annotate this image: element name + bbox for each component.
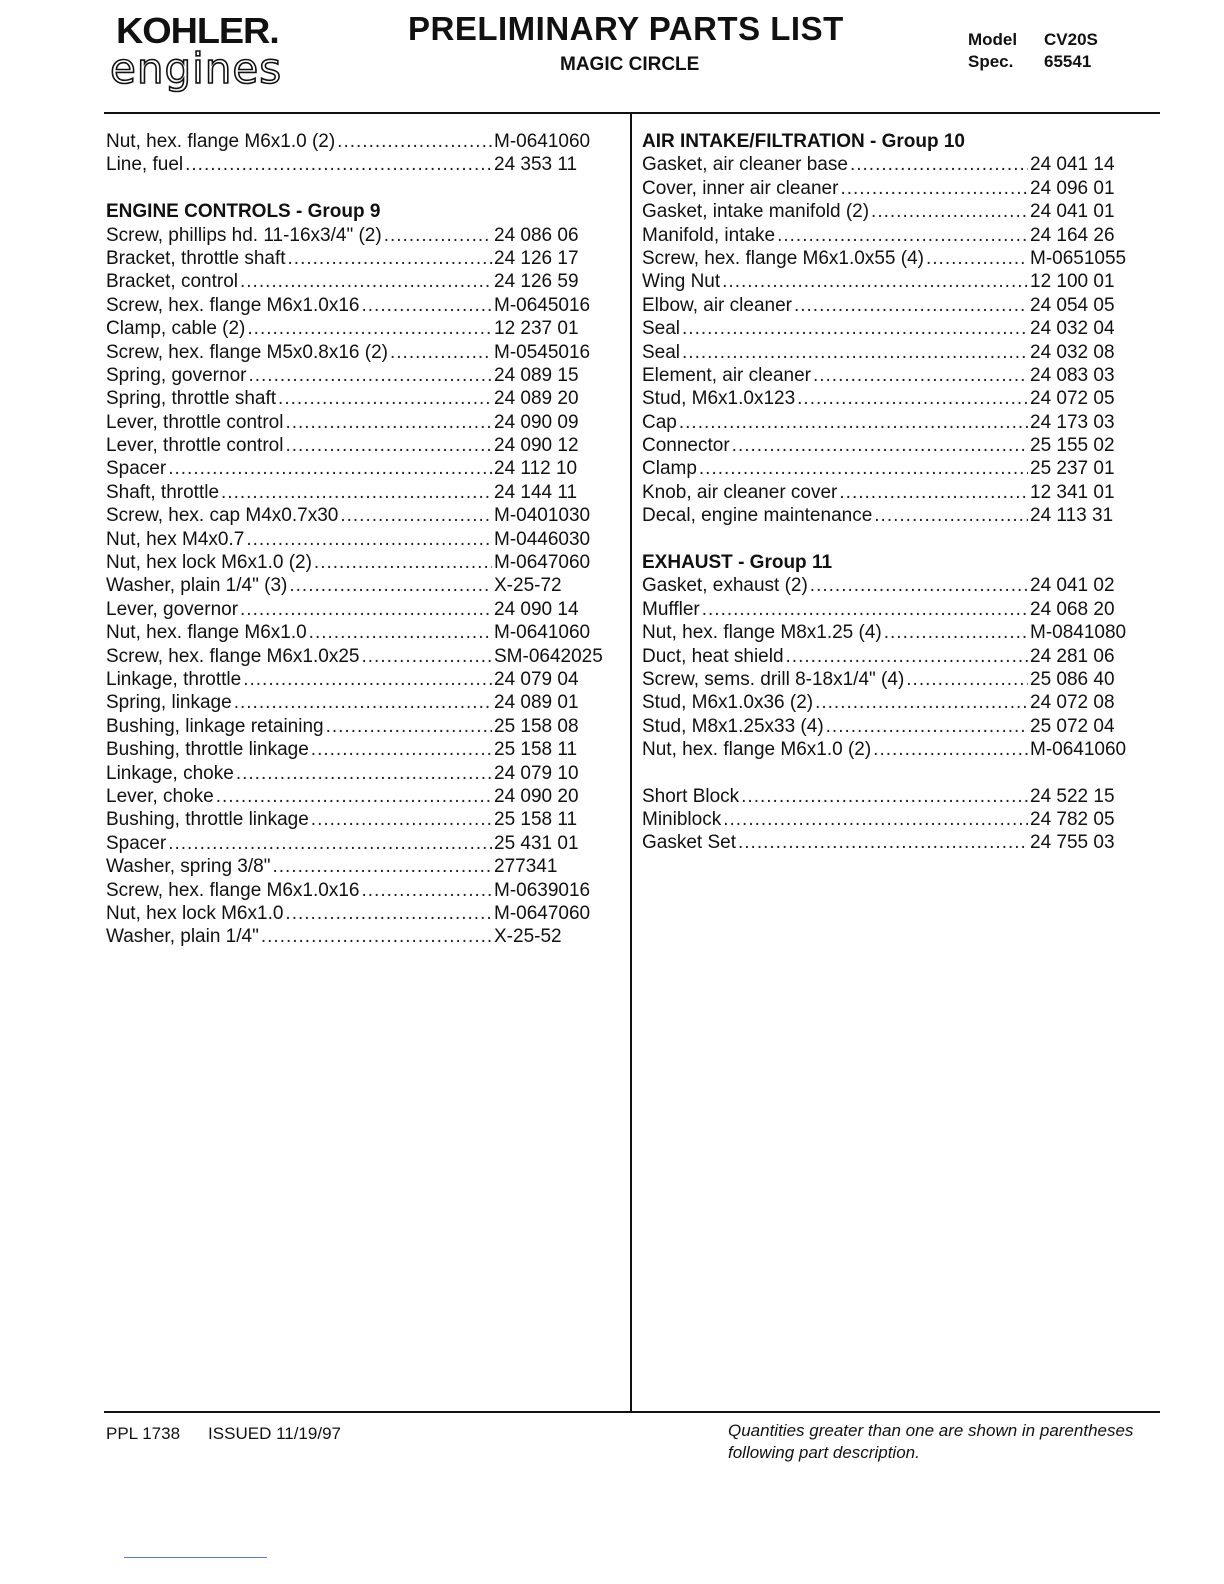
part-number: M-0446030: [494, 528, 591, 550]
part-number: 24 072 05: [1030, 388, 1115, 410]
part-description: Lever, throttle control: [106, 435, 284, 457]
part-description: Cap: [642, 411, 677, 433]
part-description: Washer, spring 3/8": [106, 856, 271, 878]
part-row: [106, 387, 606, 410]
leader-dots: [741, 785, 1028, 808]
part-row: [642, 270, 1132, 293]
leader-dots: [840, 177, 1028, 200]
part-row: [106, 925, 606, 948]
part-row: [642, 481, 1132, 504]
part-row: [106, 808, 606, 831]
part-description: Lever, throttle control: [106, 411, 284, 433]
part-description: Manifold, intake: [642, 224, 776, 246]
part-description: Spacer: [106, 832, 167, 854]
quantity-note: Quantities greater than one are shown in parentheses following part description.: [728, 1421, 1134, 1462]
leader-dots: [243, 668, 492, 691]
part-row: [642, 645, 1132, 668]
part-description: Nut, hex. flange M8x1.25 (4): [642, 622, 882, 644]
spec-value: 65541: [1044, 52, 1092, 71]
part-description: Clamp, cable (2): [106, 318, 246, 340]
part-description: Shaft, throttle: [106, 481, 220, 503]
part-description: Gasket, intake manifold (2): [642, 201, 870, 223]
part-description: Bushing, throttle linkage: [106, 739, 309, 761]
part-description: Elbow, air cleaner: [642, 294, 792, 316]
part-row: [106, 247, 606, 270]
left-column: [106, 130, 606, 949]
part-number: M-0647060: [494, 552, 591, 574]
part-number: 24 083 03: [1030, 364, 1115, 386]
part-description: Bracket, control: [106, 271, 238, 293]
leader-dots: [361, 645, 492, 668]
part-row: [106, 130, 606, 153]
model-label: Model: [968, 30, 1018, 49]
part-row: [642, 364, 1132, 387]
part-number: 24 054 05: [1030, 294, 1115, 316]
part-row: [642, 621, 1132, 644]
part-number: 24 782 05: [1030, 808, 1115, 830]
part-row: [642, 574, 1132, 597]
part-description: Spring, linkage: [106, 692, 232, 714]
part-description: Screw, hex. flange M6x1.0x55 (4): [642, 247, 924, 269]
part-row: [642, 247, 1132, 270]
leader-dots: [679, 411, 1028, 434]
part-number: 24 353 11: [494, 154, 578, 176]
column-divider: [630, 114, 632, 1411]
left-top-list: [106, 130, 606, 177]
section-heading-engine-controls: ENGINE CONTROLS - Group 9: [106, 201, 381, 223]
link-underline: [124, 1557, 267, 1558]
part-description: Nut, hex. flange M6x1.0 (2): [642, 739, 872, 761]
spacer: [106, 177, 606, 200]
part-description: Screw, hex. flange M5x0.8x16 (2): [106, 341, 388, 363]
part-number: 25 237 01: [1030, 458, 1115, 480]
part-number: M-0651055: [1030, 247, 1127, 269]
part-description: Nut, hex M4x0.7: [106, 528, 245, 550]
part-number: 24 164 26: [1030, 224, 1115, 246]
part-number: 24 755 03: [1030, 832, 1115, 854]
leader-dots: [240, 598, 492, 621]
leader-dots: [361, 294, 492, 317]
leader-dots: [702, 598, 1028, 621]
leader-dots: [340, 504, 492, 527]
leader-dots: [337, 130, 492, 153]
part-row: [106, 668, 606, 691]
part-description: Miniblock: [642, 808, 722, 830]
assemblies-list: [642, 785, 1132, 855]
right-column: [642, 130, 1132, 855]
section-heading-exhaust: EXHAUST - Group 11: [642, 552, 833, 574]
part-row: [106, 715, 606, 738]
leader-dots: [285, 902, 492, 925]
part-number: 24 113 31: [1030, 505, 1114, 527]
part-number: 24 079 04: [494, 668, 579, 690]
part-number: 24 089 01: [494, 692, 579, 714]
part-number: 24 090 14: [494, 598, 579, 620]
part-number: M-0641060: [1030, 739, 1127, 761]
part-number: 25 158 11: [494, 739, 578, 761]
part-number: X-25-52: [494, 926, 562, 948]
leader-dots: [272, 855, 492, 878]
part-row: [642, 691, 1132, 714]
part-number: 24 068 20: [1030, 598, 1115, 620]
part-row: [106, 224, 606, 247]
part-row: [106, 574, 606, 597]
leader-dots: [390, 341, 492, 364]
part-description: Short Block: [642, 785, 740, 807]
part-number: SM-0642025: [494, 645, 603, 667]
part-number: 24 079 10: [494, 762, 579, 784]
leader-dots: [185, 153, 492, 176]
part-row: [642, 294, 1132, 317]
part-number: 25 155 02: [1030, 435, 1115, 457]
leader-dots: [732, 434, 1028, 457]
part-number: 24 041 14: [1030, 154, 1115, 176]
leader-dots: [926, 247, 1028, 270]
part-number: 24 032 08: [1030, 341, 1115, 363]
part-row: [106, 481, 606, 504]
part-row: [642, 177, 1132, 200]
leader-dots: [246, 528, 492, 551]
leader-dots: [278, 387, 492, 410]
part-row: [106, 855, 606, 878]
part-number: 25 072 04: [1030, 715, 1115, 737]
part-description: Decal, engine maintenance: [642, 505, 873, 527]
leader-dots: [361, 879, 492, 902]
part-number: 24 032 04: [1030, 318, 1115, 340]
part-description: Gasket, exhaust (2): [642, 575, 808, 597]
part-row: [106, 785, 606, 808]
leader-dots: [236, 762, 492, 785]
part-number: 12 100 01: [1030, 271, 1115, 293]
leader-dots: [311, 738, 492, 761]
section-heading-air-intake: AIR INTAKE/FILTRATION - Group 10: [642, 131, 965, 152]
leader-dots: [874, 504, 1028, 527]
leader-dots: [723, 808, 1028, 831]
part-description: Seal: [642, 318, 681, 340]
part-row: [106, 762, 606, 785]
part-description: Nut, hex lock M6x1.0: [106, 902, 284, 924]
part-number: M-0639016: [494, 879, 591, 901]
leader-dots: [797, 387, 1028, 410]
leader-dots: [839, 481, 1028, 504]
engine-controls-list: [106, 224, 606, 949]
part-number: 24 173 03: [1030, 411, 1115, 433]
part-number: 277341: [494, 856, 558, 878]
leader-dots: [285, 411, 492, 434]
part-number: 24 126 17: [494, 247, 579, 269]
part-description: Linkage, throttle: [106, 668, 242, 690]
part-row: [642, 457, 1132, 480]
leader-dots: [261, 925, 492, 948]
part-row: [106, 364, 606, 387]
part-description: Gasket, air cleaner base: [642, 154, 848, 176]
part-row: [642, 153, 1132, 176]
leader-dots: [722, 270, 1028, 293]
exhaust-list: [642, 574, 1132, 761]
part-row: [106, 317, 606, 340]
part-description: Clamp: [642, 458, 697, 480]
part-description: Connector: [642, 435, 730, 457]
part-description: Screw, sems. drill 8-18x1/4" (4): [642, 668, 905, 690]
leader-dots: [884, 621, 1028, 644]
part-number: 24 096 01: [1030, 177, 1115, 199]
part-number: 24 126 59: [494, 271, 579, 293]
part-description: Screw, hex. cap M4x0.7x30: [106, 505, 339, 527]
part-description: Seal: [642, 341, 681, 363]
part-row: [106, 621, 606, 644]
model-value: CV20S: [1044, 30, 1098, 49]
part-row: [642, 808, 1132, 831]
part-number: 24 089 15: [494, 364, 579, 386]
logo-engines-text: engines: [110, 44, 283, 93]
leader-dots: [168, 832, 492, 855]
part-description: Stud, M6x1.0x123: [642, 388, 796, 410]
part-row: [106, 879, 606, 902]
leader-dots: [288, 247, 492, 270]
part-row: [106, 902, 606, 925]
leader-dots: [906, 668, 1028, 691]
part-description: Stud, M6x1.0x36 (2): [642, 692, 814, 714]
part-row: [106, 411, 606, 434]
part-row: [106, 153, 606, 176]
page-title: PRELIMINARY PARTS LIST: [408, 10, 844, 47]
header-divider: [104, 112, 1160, 114]
part-description: Stud, M8x1.25x33 (4): [642, 715, 824, 737]
part-description: Spacer: [106, 458, 167, 480]
part-description: Lever, governor: [106, 598, 239, 620]
footer-doc-info: [106, 1424, 341, 1444]
part-row: [642, 785, 1132, 808]
part-row: [106, 645, 606, 668]
leader-dots: [850, 153, 1028, 176]
leader-dots: [309, 621, 492, 644]
leader-dots: [285, 434, 492, 457]
part-number: 24 112 10: [494, 458, 578, 480]
part-number: M-0647060: [494, 902, 591, 924]
part-row: [106, 270, 606, 293]
part-number: 24 522 15: [1030, 785, 1115, 807]
part-description: Screw, phillips hd. 11-16x3/4" (2): [106, 224, 382, 246]
leader-dots: [810, 574, 1028, 597]
part-number: 24 086 06: [494, 224, 579, 246]
spec-label: Spec.: [968, 52, 1014, 71]
part-number: 24 041 02: [1030, 575, 1115, 597]
part-row: [106, 341, 606, 364]
part-number: M-0545016: [494, 341, 591, 363]
leader-dots: [240, 270, 492, 293]
issued-date: ISSUED 11/19/97: [208, 1424, 341, 1443]
part-description: Element, air cleaner: [642, 364, 811, 386]
part-number: 25 086 40: [1030, 668, 1115, 690]
part-row: [642, 738, 1132, 761]
part-number: X-25-72: [494, 575, 562, 597]
part-description: Washer, plain 1/4": [106, 926, 259, 948]
part-row: [106, 598, 606, 621]
part-number: 24 072 08: [1030, 692, 1115, 714]
leader-dots: [326, 715, 492, 738]
part-number: 12 237 01: [494, 318, 579, 340]
part-row: [642, 317, 1132, 340]
part-description: Knob, air cleaner cover: [642, 481, 838, 503]
leader-dots: [815, 691, 1028, 714]
part-number: M-0841080: [1030, 622, 1127, 644]
part-description: Lever, choke: [106, 785, 214, 807]
part-description: Screw, hex. flange M6x1.0x16: [106, 294, 360, 316]
part-row: [106, 738, 606, 761]
part-description: Linkage, choke: [106, 762, 234, 784]
part-row: [642, 341, 1132, 364]
leader-dots: [682, 317, 1028, 340]
part-description: Spring, governor: [106, 364, 247, 386]
part-number: M-0641060: [494, 622, 591, 644]
part-description: Nut, hex. flange M6x1.0: [106, 622, 307, 644]
part-description: Line, fuel: [106, 154, 184, 176]
part-number: 24 090 20: [494, 785, 579, 807]
spacer: [642, 528, 1132, 551]
part-row: [642, 434, 1132, 457]
part-row: [642, 387, 1132, 410]
leader-dots: [311, 808, 492, 831]
leader-dots: [384, 224, 492, 247]
leader-dots: [873, 738, 1028, 761]
doc-number: PPL 1738: [106, 1424, 181, 1443]
part-number: 24 041 01: [1030, 201, 1115, 223]
part-description: Screw, hex. flange M6x1.0x25: [106, 645, 360, 667]
part-number: 24 281 06: [1030, 645, 1115, 667]
part-row: [642, 504, 1132, 527]
part-row: [106, 457, 606, 480]
part-description: Wing Nut: [642, 271, 721, 293]
part-number: 24 144 11: [494, 481, 578, 503]
part-description: Nut, hex. flange M6x1.0 (2): [106, 131, 336, 152]
leader-dots: [871, 200, 1028, 223]
leader-dots: [247, 317, 492, 340]
part-number: 25 158 11: [494, 809, 578, 831]
part-number: 24 090 12: [494, 435, 579, 457]
logo-kohler-text: KOHLER.: [116, 10, 279, 51]
part-row: [642, 598, 1132, 621]
part-row: [642, 224, 1132, 247]
part-row: [106, 691, 606, 714]
leader-dots: [221, 481, 492, 504]
part-number: 25 158 08: [494, 715, 579, 737]
leader-dots: [216, 785, 492, 808]
part-number: M-0401030: [494, 505, 591, 527]
part-row: [106, 434, 606, 457]
part-number: 25 431 01: [494, 832, 579, 854]
part-row: [106, 294, 606, 317]
leader-dots: [314, 551, 492, 574]
part-row: [106, 832, 606, 855]
part-description: Spring, throttle shaft: [106, 388, 277, 410]
part-number: 12 341 01: [1030, 481, 1115, 503]
part-row: [106, 504, 606, 527]
part-description: Duct, heat shield: [642, 645, 784, 667]
part-row: [642, 715, 1132, 738]
spec-line: [968, 52, 1091, 72]
leader-dots: [289, 574, 492, 597]
part-description: Muffler: [642, 598, 700, 620]
part-number: M-0641060: [494, 131, 591, 152]
leader-dots: [738, 831, 1028, 854]
leader-dots: [794, 294, 1028, 317]
part-description: Bushing, linkage retaining: [106, 715, 324, 737]
part-number: M-0645016: [494, 294, 591, 316]
leader-dots: [682, 341, 1028, 364]
model-line: [968, 30, 1098, 50]
part-number: 24 090 09: [494, 411, 579, 433]
part-row: [642, 668, 1132, 691]
page-subtitle: MAGIC CIRCLE: [560, 54, 700, 75]
part-row: [642, 200, 1132, 223]
part-description: Nut, hex lock M6x1.0 (2): [106, 552, 312, 574]
leader-dots: [699, 457, 1028, 480]
leader-dots: [786, 645, 1028, 668]
footer-divider: [104, 1411, 1160, 1413]
part-description: Cover, inner air cleaner: [642, 177, 839, 199]
part-description: Bracket, throttle shaft: [106, 247, 286, 269]
part-number: 24 089 20: [494, 388, 579, 410]
leader-dots: [826, 715, 1028, 738]
leader-dots: [168, 457, 492, 480]
leader-dots: [248, 364, 492, 387]
air-intake-list: [642, 153, 1132, 527]
leader-dots: [777, 224, 1028, 247]
part-description: Washer, plain 1/4" (3): [106, 575, 288, 597]
part-row: [106, 551, 606, 574]
leader-dots: [813, 364, 1028, 387]
part-row: [642, 831, 1132, 854]
part-description: Gasket Set: [642, 832, 736, 854]
part-row: [642, 411, 1132, 434]
part-description: Bushing, throttle linkage: [106, 809, 309, 831]
part-description: Screw, hex. flange M6x1.0x16: [106, 879, 360, 901]
leader-dots: [234, 691, 492, 714]
part-row: [106, 528, 606, 551]
